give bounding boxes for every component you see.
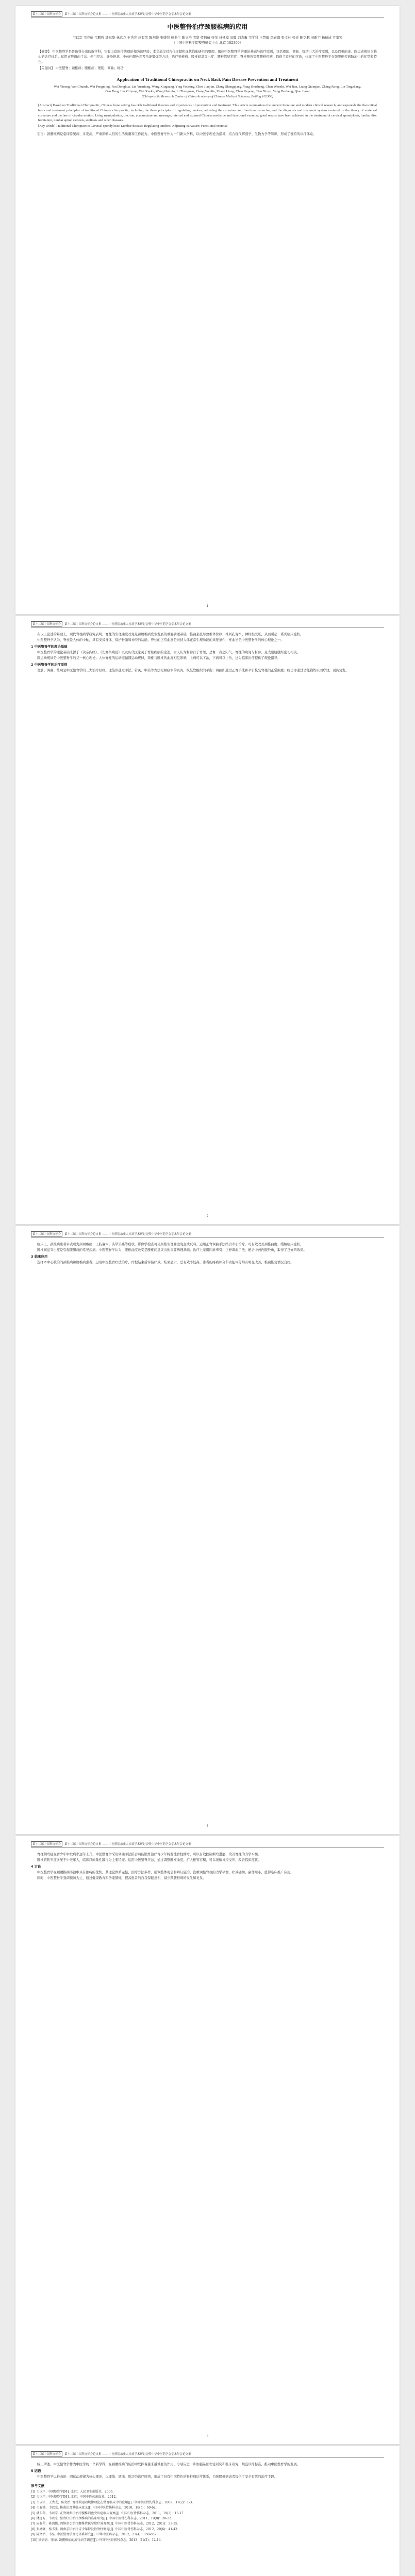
abstract-en: [Abstract] Based on Traditional Chiropractic, Chinese bone setting has rich traditional theories and experiences of prevention and treatment. This article summarizes the ancient literature and modern clinical research, and expounds the theoretical basis and treatment principles of traditional Chinese chiropractic, including the three principles of regulating tendons, adjusting the curvature and functional exercise, and the diagnosis and treatment system centered on the theory of vertebral curvature and the law of circular motion. Using manipulation, traction, acupuncture and massage, internal and external Chinese medicine and functional exercise, good results have been achieved in the treatment of cervical spondylosis, lumbar disc herniation, lumbar spinal stenosis, scoliosis and other diseases. bbox=[38, 104, 377, 123]
section-heading: 5 结语 bbox=[31, 2469, 41, 2473]
document-page bbox=[15, 2446, 400, 2576]
reference-item: [4] 韦春德，韦以宗. 椎曲论及其临床意义[J]. 中国中医骨伤科杂志，2010，18(5)：60-62. bbox=[31, 2506, 157, 2510]
running-head-box: 第十二届中国科协年会 bbox=[31, 621, 62, 626]
body-paragraph: 中医整脊学以椎曲论、圆运动规律为核心理论，以理筋、调曲、练功为治疗原则，形成了具有中国特色的脊柱病诊疗体系，为颈腰椎病患者提供了安全有效的治疗手段。 bbox=[37, 2475, 277, 2479]
body-paragraph: 在以上论述的基础上，现代脊柱病学研究表明，脊柱的生理曲度改变是颈腰椎病发生发展的重要病理基础，椎曲紊乱导致椎体位移、椎间孔变窄、神经根受压，从而引起一系列临床症状。 bbox=[37, 633, 304, 636]
running-head-text: 第十二届中国科协年会论文集 —— 中医药防治重大疾病学术研讨会暨中华中医药学会学术年会论文集 bbox=[64, 623, 191, 626]
body-paragraph: 圆运动规律是中医整脊学的又一核心理论。人体脊柱的运动遵循圆运动规律，颈椎与腰椎的曲度相互影响，上病可以下治，下病可以上治，这为临床治疗提供了理论指导。 bbox=[37, 656, 281, 660]
reference-item: [2] 韦以宗. 中医整脊学[M]. 北京：中国中医药出版社，2012. bbox=[31, 2495, 117, 2499]
reference-item: [8] 张盛强，杨书生. 调曲手法治疗青少年特发性脊柱侧弯[J]. 中国中医骨伤科杂志，2012，20(6)：41-43. bbox=[31, 2527, 178, 2531]
authors-cn: 韦以宗 韦春德 韦鹏鸣 潘东华 林远方 王秀光 应有荣 陈剑俊 张盛强 杨书生 陈文治 韦坚 梁倩倩 张荣 林廷樟 高腾 刘志勇 韦学科 王慧敏 李正南 张文林 张亮 陈克鹏 田新宇 杨德成 乔家锐 bbox=[72, 36, 343, 40]
reference-item: [9] 陈文治，韦坚. 中医整脊学理论体系研究[J]. 中华中医药杂志，2012，27(4)：850-852. bbox=[31, 2533, 158, 2537]
affiliation-cn: （中国中医科学院整脊研究中心 北京 102300） bbox=[172, 41, 243, 45]
body-paragraph: 脊柱侧弯症在青少年中发病率逐年上升，中医整脊学采用调曲手法结合功能锻炼治疗青少年特发性脊柱侧弯，可以有效控制侧弯进展，改善脊柱的力学平衡。 bbox=[37, 1853, 261, 1856]
abstract-cn-block bbox=[38, 49, 377, 71]
affiliation-en: (Chiropractic Research Center of China Academy of Chinese Medical Sciences, Beijing 102300) bbox=[141, 94, 274, 98]
body-paragraph: 理筋、调曲、练功是中医整脊学的三大治疗原则。理筋即通过手法、针灸、中药等方法松解痉挛的肌肉，恢复软组织的平衡；调曲即通过正脊手法和牵引恢复脊柱的正常曲度；练功即通过功能锻炼巩固疗效，预防复发。 bbox=[37, 668, 349, 672]
running-head bbox=[31, 621, 384, 628]
running-head-box: 第十二届中国科协年会 bbox=[31, 11, 62, 16]
document-page bbox=[15, 616, 400, 1224]
article-title-en: Application of Traditional Chiropractic on Neck Back Pain Disease Prevention and Treatment bbox=[117, 76, 298, 82]
running-head-text: 第十二届中国科协年会论文集 —— 中医药防治重大疾病学术研讨会暨中华中医药学会学术年会论文集 bbox=[64, 2453, 191, 2456]
running-head-text: 第十二届中国科协年会论文集 —— 中医药防治重大疾病学术研讨会暨中华中医药学会学术年会论文集 bbox=[64, 1843, 191, 1846]
document-page bbox=[15, 1226, 400, 1834]
reference-item: [10] 梁倩倩，张荣. 颈腰椎病的流行病学调查[J]. 中国中医骨伤科杂志，2013，21(2)：12-14. bbox=[31, 2538, 162, 2542]
authors-en: Wei Yizong, Wei Chunde, Wei Pengming, Pan Donghua, Lin Yuanfang, Wang Xiuguang, Ying Yourong, Chen Jianjun, Zhang Shengqiang, Yang Shusheng, Chen Wenzhi, Wei Jian, Liang Qianqian, Zhang Rong, Lin Tingzhang, Gao Teng, Liu Zhiyong, Wei Xueke, Wang Huimin, Li Zhengnan, Zhang Wenlin, Zhang Liang, Chen Kepeng, Tian Xinyu, Yang Decheng, Qiao Jiarui bbox=[54, 84, 361, 94]
running-head bbox=[31, 11, 384, 18]
keywords-cn: 【关键词】 中医整脊；颈椎病；腰椎病；理筋；调曲；练功 bbox=[38, 66, 124, 70]
running-head-text: 第十二届中国科协年会论文集 —— 中医药防治重大疾病学术研讨会暨中华中医药学会学术年会论文集 bbox=[64, 13, 191, 16]
section-heading: 1 中医整脊学的理论基础 bbox=[31, 645, 68, 649]
section-heading: 2 中医整脊学的治疗原则 bbox=[31, 663, 68, 667]
running-head-box: 第十二届中国科协年会 bbox=[31, 1841, 62, 1846]
body-paragraph: 同时，中医整脊学强调预防为主，通过健康教育和功能锻炼，提高患者的自我保健意识，减少颈腰椎病的发生和复发。 bbox=[37, 1876, 206, 1880]
section-heading: 3 临床应用 bbox=[31, 1255, 48, 1259]
running-head bbox=[31, 1841, 384, 1848]
section-heading: 4 讨论 bbox=[31, 1865, 41, 1869]
body-paragraph: 临床上，颈椎病患者多表现为颈项疼痛、上肢麻木、头晕头痛等症状，影像学检查可见颈椎生理曲度变直或反弓。运用正脊调曲手法结合牵引治疗，可有效改善颈椎曲度，缓解临床症状。 bbox=[37, 1243, 304, 1246]
document-page bbox=[15, 1836, 400, 2444]
body-paragraph: 腰椎管狭窄症多见于中老年人，临床以间歇性跛行为主要特征。运用中医整脊疗法，通过调整腰椎曲度，扩大椎管容积，可以缓解神经受压，改善临床症状。 bbox=[37, 1858, 261, 1862]
page-number: 4 bbox=[206, 2435, 209, 2438]
reference-item: [7] 应有荣，陈剑俊. 四维牵引治疗腰椎管狭窄症疗效观察[J]. 中国中医骨伤科杂志，2012，20(1)：33-35. bbox=[31, 2522, 178, 2526]
references-heading: 参考文献 bbox=[31, 2483, 45, 2488]
document-page bbox=[15, 6, 400, 614]
page-number: 1 bbox=[206, 605, 209, 608]
page-number: 2 bbox=[206, 1215, 209, 1218]
reference-item: [3] 韦以宗，王秀光，陈文治. 脊柱圆运动规律理论在整脊临床中的应用[J]. 中国中医骨伤科杂志，2009，17(2)：1-3. bbox=[31, 2500, 193, 2504]
reference-item: [5] 潘东华，韦以宗. 正脊调曲法治疗腰椎间盘突出症临床观察[J]. 中国中医骨伤科杂志，2011，19(3)：15-17. bbox=[31, 2511, 185, 2515]
body-paragraph: 中医整脊学的理论基础来源于《黄帝内经》、《伤寒杂病论》以及历代医家关于脊柱疾病的论述。古人认为督脉行于脊里，总督一身之阳气，脊柱的病变与督脉、足太阳膀胱经密切相关。 bbox=[37, 650, 301, 654]
reference-item: [6] 林远方，韦以宗. 整脊疗法治疗颈椎病的临床研究[J]. 中国中医骨伤科杂志，2011，19(8)：20-22. bbox=[31, 2516, 172, 2520]
running-head bbox=[31, 1231, 384, 1238]
running-head bbox=[31, 2451, 384, 2458]
body-paragraph: 中医整脊学认为，脊柱是人体的中轴，具有支撑身体、保护脊髓和神经的功能。脊柱的正常曲度是维持人体正常生理功能的重要条件，椎曲论是中医整脊学的核心理论之一。 bbox=[37, 638, 284, 642]
page-number: 3 bbox=[206, 1825, 209, 1828]
running-head-box: 第十二届中国科协年会 bbox=[31, 1231, 62, 1236]
abstract-en-block bbox=[38, 103, 377, 128]
body-paragraph: 引言：颈腰椎病是临床常见病、多发病，严重影响人们的生活质量和工作能力。中医整脊学作为一门新兴学科，以中医学理论为指导，结合现代解剖学、生物力学等知识，形成了独特的诊疗体系。 bbox=[37, 132, 317, 137]
running-head-box: 第十二届中国科协年会 bbox=[31, 2451, 62, 2456]
body-paragraph: 选择本中心收治的颈椎病和腰椎病患者，运用中医整脊疗法治疗，疗程结束后评估疗效。结果显示，总有效率较高，患者的疼痛评分和功能评分均有明显改善，椎曲恢复情况良好。 bbox=[37, 1260, 294, 1264]
keywords-en: [Key words] Traditional Chiropractic; Cervical spondylosis; Lumbar disease; Regulating tendons; Adjusting curvature; Functional exercise bbox=[38, 124, 228, 128]
body-paragraph: 腰椎间盘突出症是引起腰腿痛的常见疾病。中医整脊学认为，腰椎曲度改变是腰椎间盘突出的重要病理基础。治疗上采用四维牵引、正脊调曲手法，配合中药内服外敷，取得了良好的效果。 bbox=[37, 1248, 307, 1252]
body-paragraph: 中医整脊学在颈腰椎病防治中具有独特的优势。其理论体系完整，治疗方法多样，强调整体观念和辨证施治，注重调整脊柱的力学平衡，疗效确切，副作用小，值得临床推广应用。 bbox=[37, 1870, 294, 1874]
running-head-text: 第十二届中国科协年会论文集 —— 中医药防治重大疾病学术研讨会暨中华中医药学会学术年会论文集 bbox=[64, 1233, 191, 1236]
body-paragraph: 综上所述，中医整脊学作为中医学的一个新学科，在颈腰椎病的防治中发挥着越来越重要的作用。今后应进一步加强基础理论研究和临床研究，规范诊疗标准，推动中医整脊学的发展。 bbox=[37, 2463, 301, 2466]
article-title-cn: 中医整脊治疗颈腰椎病的应用 bbox=[167, 23, 248, 30]
reference-item: [1] 韦以宗. 中国整脊学[M]. 北京：人民卫生出版社，2006. bbox=[31, 2489, 114, 2494]
abstract-cn: 【摘要】 中医整脊学是骨伤科分出的新学科，它有丰富的传统理论和防治经验；本文通过对古代文献和现代临床研究的整理，阐述中医整脊学的理论基础与治疗原则，包括理筋、调曲、练功三大治疗原则，以及以椎曲论、圆运动规律为核心的诊疗体系。运用正脊调曲手法、牵引疗法、针灸推拿、中药内服外用及功能锻炼等方法，治疗颈椎病、腰椎间盘突出症、腰椎管狭窄症、脊柱侧弯等颈腰椎疾病，取得了良好的疗效，体现了中医整脊学在颈腰椎疾病防治中的优势和特色。 bbox=[38, 50, 377, 64]
